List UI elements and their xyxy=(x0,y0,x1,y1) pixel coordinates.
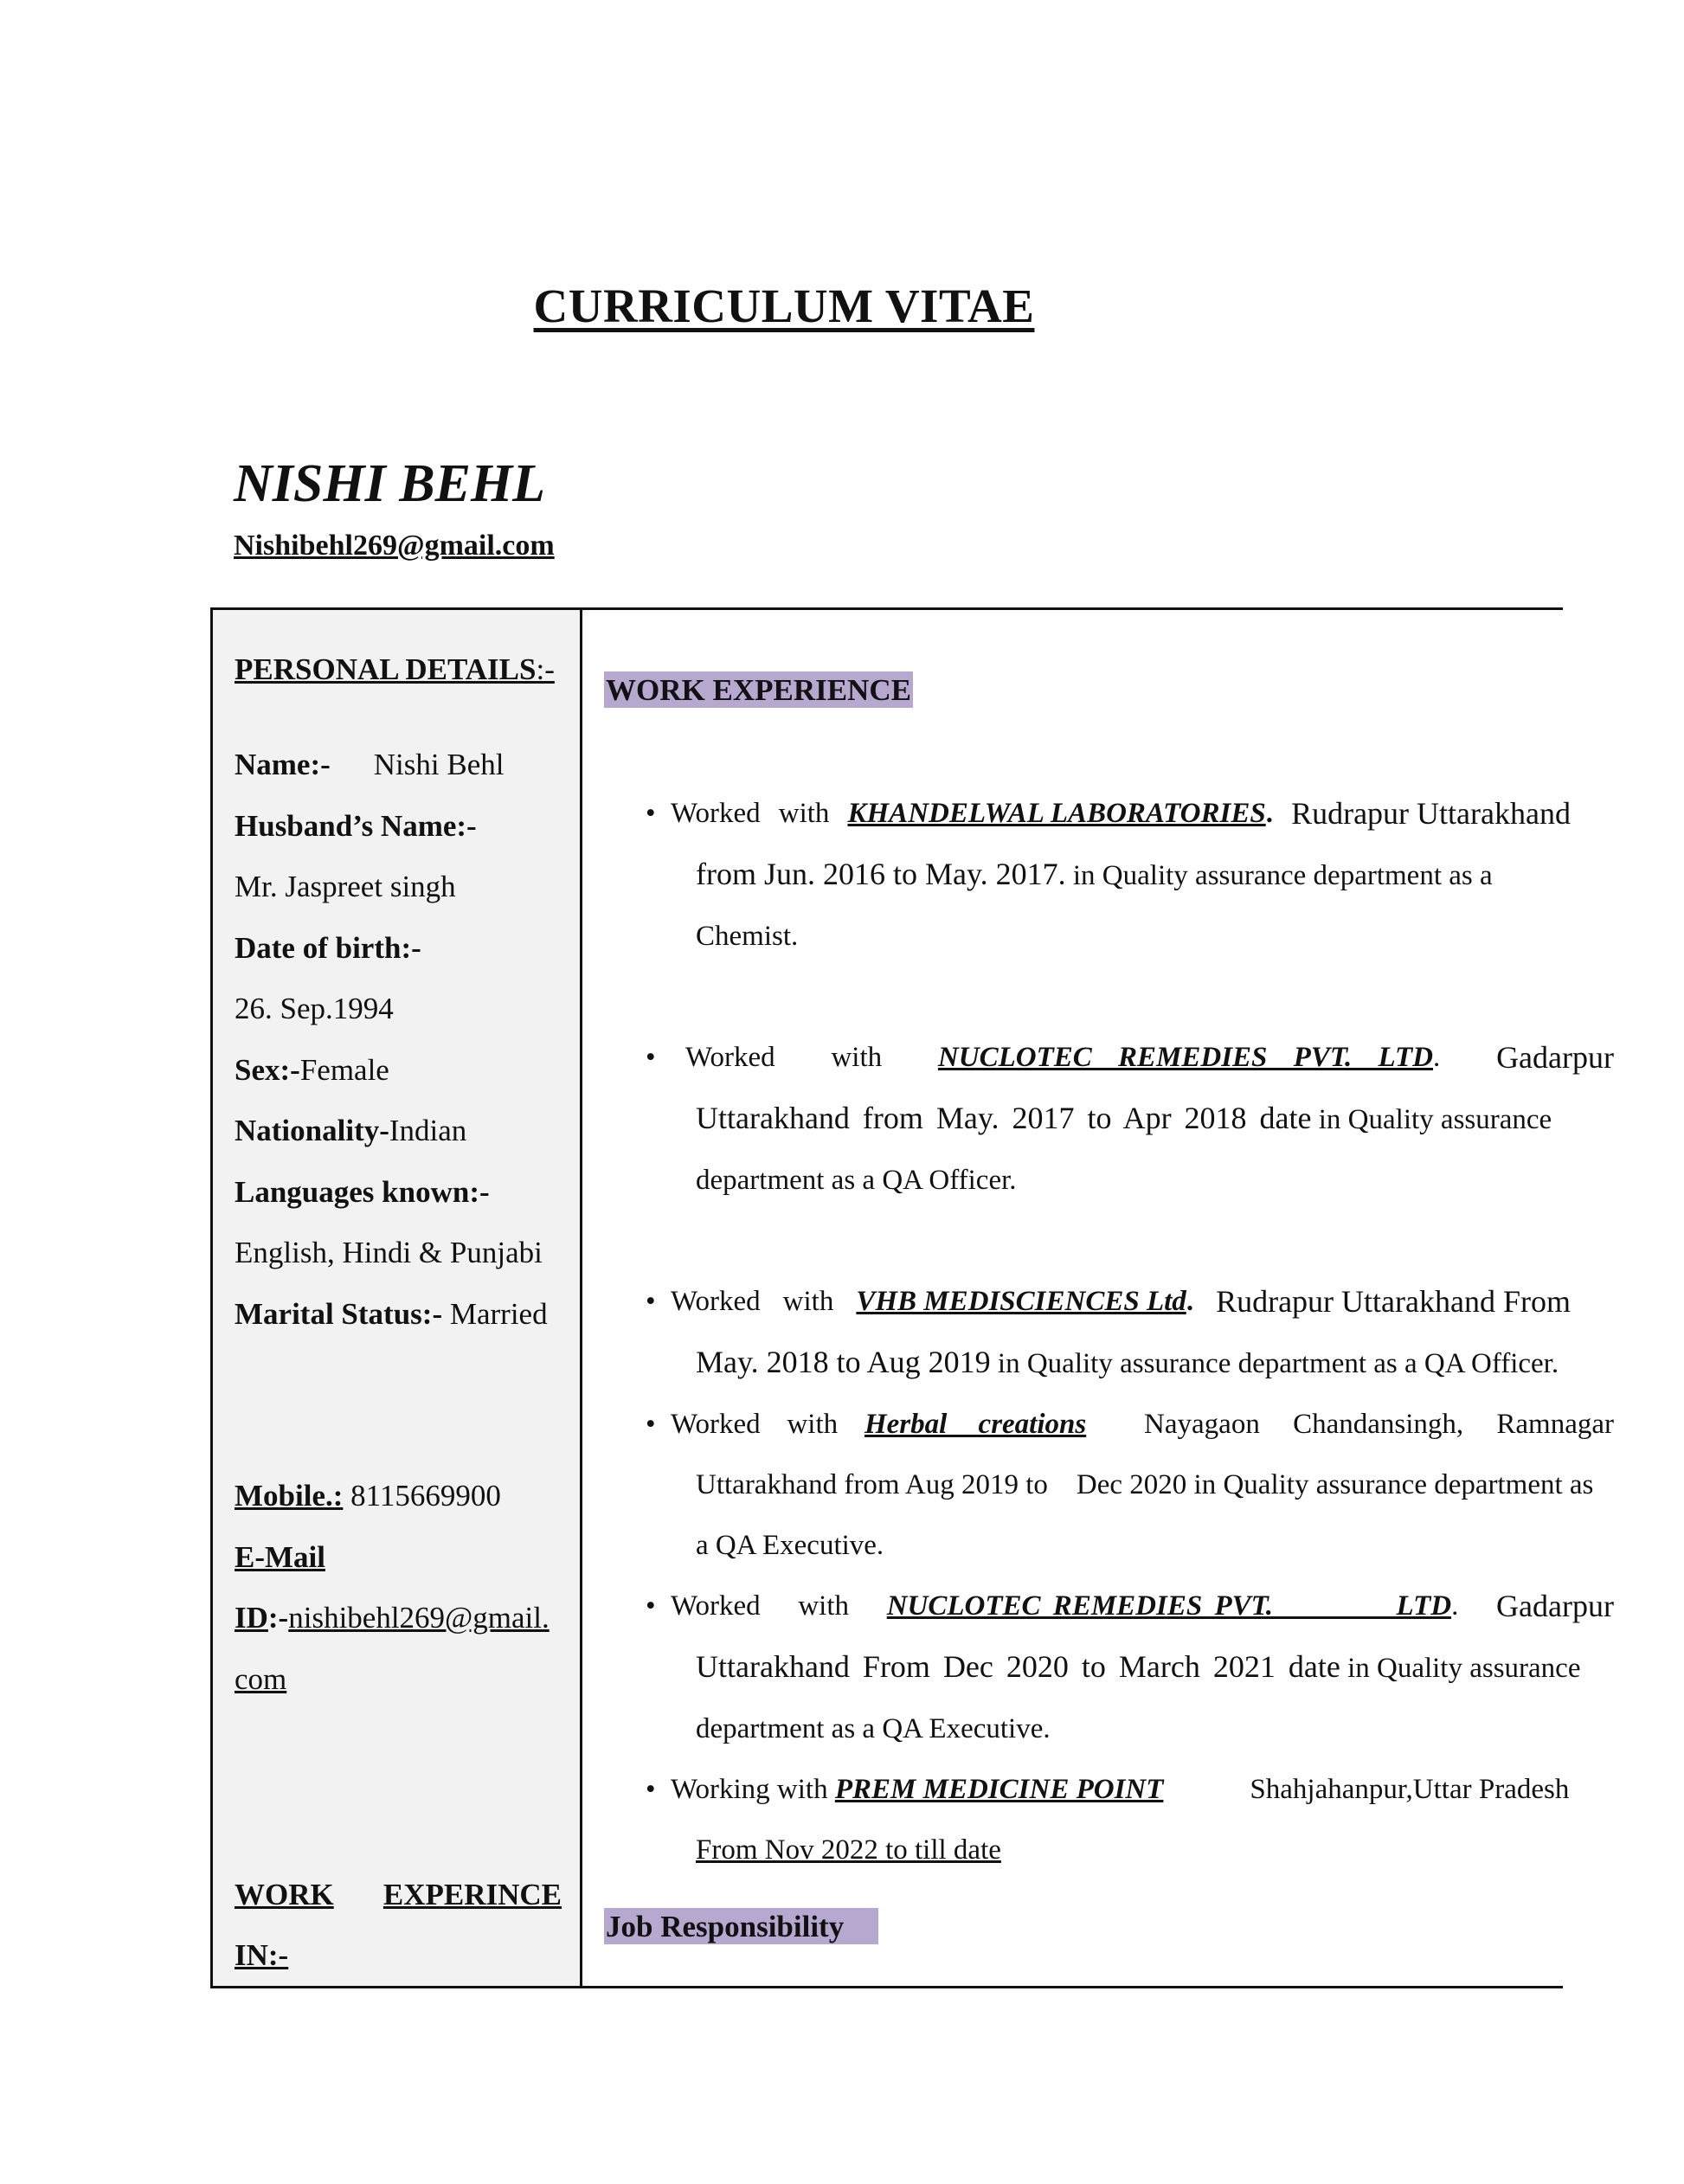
nationality-row: Nationality-Indian xyxy=(235,1114,467,1147)
work-experience-in-heading: WORK EXPERINCE IN:- xyxy=(235,1878,562,1972)
email-label: E-Mail xyxy=(235,1539,325,1574)
email-row: ID:-nishibehl269@gmail. xyxy=(235,1601,550,1635)
personal-details-list xyxy=(235,735,568,1345)
languages-label: Languages known:- xyxy=(235,1174,490,1209)
dob-label: Date of birth:- xyxy=(235,930,421,965)
list-item: • Worked with Herbal creations Nayagaon Chandansingh, Ramnagar Uttarakhand from Aug 2019 to Dec 2020 in Quality assurance department as a QA Executive. xyxy=(646,1409,1614,1561)
personal-details-column xyxy=(213,610,582,1986)
candidate-email-link[interactable]: Nishibehl269@gmail.com xyxy=(234,530,555,562)
email-link[interactable]: nishibehl269@gmail. xyxy=(288,1601,550,1635)
list-item: • Working with PREM MEDICINE POINT Shahjahanpur,Uttar Pradesh From Nov 2022 to till date xyxy=(646,1774,1570,1866)
document-title: CURRICULUM VITAE xyxy=(533,279,1035,332)
personal-details-heading: PERSONAL DETAILS:- xyxy=(235,652,555,686)
job-list xyxy=(646,783,1684,1880)
dob-value: 26. Sep.1994 xyxy=(235,992,394,1025)
list-item: • Worked with NUCLOTEC REMEDIES PVT. LTD. Gadarpur Uttarakhand From Dec 2020 to March 2021 date in Quality assurance department as a QA Executive. xyxy=(646,1589,1614,1744)
husband-value: Mr. Jaspreet singh xyxy=(235,870,456,903)
work-experience-column xyxy=(582,610,1614,1986)
husband-label: Husband’s Name:- xyxy=(235,808,477,843)
work-experience-heading: WORK EXPERIENCE xyxy=(606,673,911,707)
email-link-continued[interactable]: com xyxy=(235,1661,287,1696)
candidate-name: NISHI BEHL xyxy=(234,454,546,513)
sex-row: Sex:-Female xyxy=(235,1052,389,1087)
marital-row: Marital Status:- Married xyxy=(235,1296,548,1331)
cv-table xyxy=(210,607,1614,1988)
list-item: • Worked with NUCLOTEC REMEDIES PVT. LTD. Gadarpur Uttarakhand from May. 2017 to Apr 2018 date in Quality assurance department as a QA Officer. xyxy=(646,1040,1614,1196)
list-item: • Worked with KHANDELWAL LABORATORIES. Rudrapur Uttarakhand from Jun. 2016 to May. 2017. in Quality assurance department as a Chemist. xyxy=(646,796,1571,952)
name-row: Name:- Nishi Behl xyxy=(235,748,505,781)
contact-details xyxy=(235,1466,568,1710)
mobile-row: Mobile.: 8115669900 xyxy=(235,1479,501,1513)
languages-value: English, Hindi & Punjabi xyxy=(235,1236,543,1269)
job-responsibility-heading: Job Responsibility xyxy=(604,1908,878,1944)
list-item: • Worked with VHB MEDISCIENCES Ltd. Rudrapur Uttarakhand From May. 2018 to Aug 2019 in Quality assurance department as a QA Officer. xyxy=(646,1284,1571,1379)
